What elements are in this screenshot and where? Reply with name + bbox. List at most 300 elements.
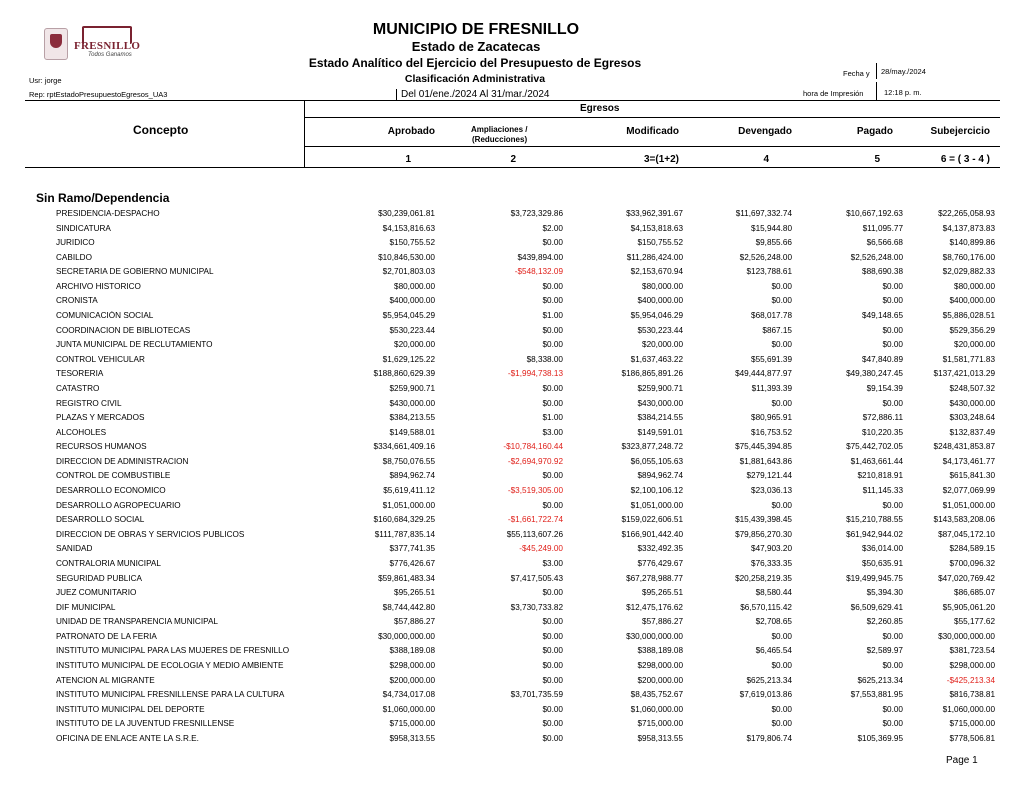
row-value: $816,738.81 [949, 690, 995, 700]
row-value: $200,000.00 [637, 675, 683, 685]
table-row [0, 617, 1024, 632]
municipality-title: MUNICIPIO DE FRESNILLO [372, 21, 580, 38]
row-value: $778,506.81 [949, 733, 995, 743]
colnum-1: 1 [405, 154, 411, 165]
row-concept: CONTROL VEHICULAR [56, 354, 145, 364]
row-concept: JUEZ COMUNITARIO [56, 588, 137, 598]
report-title: Estado Analítico del Ejercicio del Presupuesto de Egresos [308, 56, 642, 70]
row-concept: PATRONATO DE LA FERIA [56, 631, 157, 641]
row-value: $79,856,270.30 [735, 529, 792, 539]
colnum-6: 6 = ( 3 - 4 ) [940, 154, 990, 165]
row-value: $0.00 [882, 340, 903, 350]
row-value: $15,439,398.45 [735, 515, 792, 525]
row-value: $298,000.00 [389, 660, 435, 670]
row-value: $615,841.30 [949, 471, 995, 481]
row-value: $1,463,661.44 [850, 456, 903, 466]
row-value: $1.00 [542, 311, 563, 321]
period: Del 01/ene./2024 Al 31/mar./2024 [401, 89, 550, 100]
row-value: $248,431,853.87 [933, 442, 995, 452]
row-value: $137,421,013.29 [933, 369, 995, 379]
row-value: $30,000,000.00 [378, 631, 435, 641]
row-value: $87,045,172.10 [938, 529, 995, 539]
row-value: $8,750,076.55 [382, 456, 435, 466]
row-value: $0.00 [542, 719, 563, 729]
row-value: $160,684,329.25 [373, 515, 435, 525]
date-value: 28/may./2024 [881, 67, 926, 76]
row-value: $715,000.00 [389, 719, 435, 729]
row-concept: SEGURIDAD PUBLICA [56, 573, 142, 583]
row-value: $10,846,530.00 [378, 252, 435, 262]
row-concept: OFICINA DE ENLACE ANTE LA S.R.E. [56, 733, 199, 743]
row-value: $188,860,629.39 [373, 369, 435, 379]
row-concept: ATENCION AL MIGRANTE [56, 675, 155, 685]
row-value: $0.00 [771, 398, 792, 408]
table-row [0, 471, 1024, 486]
row-value: $132,837.49 [949, 427, 995, 437]
row-value: $2,260.85 [866, 617, 903, 627]
row-value: $59,861,483.34 [378, 573, 435, 583]
row-value: $0.00 [771, 340, 792, 350]
row-concept: PRESIDENCIA-DESPACHO [56, 209, 160, 218]
row-value: $0.00 [542, 325, 563, 335]
row-value: $400,000.00 [389, 296, 435, 306]
classification-title: Clasificación Administrativa [404, 73, 546, 85]
row-value: -$1,661,722.74 [507, 515, 563, 525]
row-value: $47,020,769.42 [938, 573, 995, 583]
row-value: $5,905,061.20 [942, 602, 995, 612]
row-value: $11,145.33 [862, 486, 903, 496]
row-value: $140,899.86 [949, 238, 995, 248]
row-value: $5,394.30 [866, 588, 903, 598]
row-value: $0.00 [771, 719, 792, 729]
row-value: $1,060,000.00 [942, 704, 995, 714]
table-row [0, 530, 1024, 545]
row-concept: SANIDAD [56, 544, 93, 554]
concept-header: Concepto [133, 123, 189, 137]
row-concept: CATASTRO [56, 383, 100, 393]
row-value: $22,265,058.93 [938, 209, 995, 218]
row-value: $4,173,461.77 [942, 456, 995, 466]
row-value: $2,701,803.03 [382, 267, 435, 277]
row-value: -$3,519,305.00 [507, 486, 563, 496]
row-value: $200,000.00 [389, 675, 435, 685]
table-row [0, 544, 1024, 559]
row-value: $430,000.00 [949, 398, 995, 408]
row-value: $11,286,424.00 [626, 252, 683, 262]
row-concept: DIRECCION DE ADMINISTRACION [56, 456, 189, 466]
col-modificado: Modificado [626, 126, 679, 137]
row-value: $323,877,248.72 [621, 442, 683, 452]
row-value: $3,701,735.59 [510, 690, 563, 700]
row-concept: TESORERIA [56, 369, 104, 379]
row-value: $15,210,788.55 [846, 515, 903, 525]
row-value: $179,806.74 [746, 733, 792, 743]
row-value: $1,060,000.00 [630, 704, 683, 714]
row-value: $8,435,752.67 [630, 690, 683, 700]
row-value: $0.00 [882, 296, 903, 306]
table-row [0, 428, 1024, 443]
row-concept: INSTITUTO MUNICIPAL PARA LAS MUJERES DE FRESNILLO [56, 646, 290, 656]
row-value: $75,442,702.05 [846, 442, 903, 452]
row-value: $0.00 [882, 631, 903, 641]
row-value: $2,526,248.00 [850, 252, 903, 262]
row-value: $57,886.27 [394, 617, 435, 627]
row-value: $0.00 [542, 383, 563, 393]
row-concept: INSTITUTO MUNICIPAL FRESNILLENSE PARA LA CULTURA [56, 690, 285, 700]
row-value: $2,100,106.12 [630, 486, 683, 496]
row-value: $159,022,606.51 [621, 515, 683, 525]
col-ampliaciones: Ampliaciones / [471, 125, 528, 134]
row-value: $1,629,125.22 [382, 354, 435, 364]
row-value: $430,000.00 [389, 398, 435, 408]
row-value: $381,723.54 [949, 646, 995, 656]
row-value: $0.00 [542, 733, 563, 743]
row-concept: DESARROLLO ECONOMICO [56, 486, 166, 496]
row-concept: DIRECCION DE OBRAS Y SERVICIOS PUBLICOS [56, 529, 245, 539]
row-value: $334,661,409.16 [373, 442, 435, 452]
table-row [0, 690, 1024, 705]
table-row [0, 603, 1024, 618]
row-value: $0.00 [771, 281, 792, 291]
row-value: $284,589.15 [949, 544, 995, 554]
row-value: $384,214.55 [637, 413, 683, 423]
row-value: $400,000.00 [949, 296, 995, 306]
row-value: $95,265.51 [394, 588, 435, 598]
row-value: $332,492.35 [637, 544, 683, 554]
row-value: $6,465.54 [755, 646, 792, 656]
row-value: $0.00 [542, 281, 563, 291]
row-value: $49,444,877.97 [735, 369, 792, 379]
row-value: $3,730,733.82 [510, 602, 563, 612]
row-value: $776,429.67 [637, 558, 683, 568]
table-row [0, 515, 1024, 530]
row-value: $15,944.80 [751, 223, 792, 233]
row-value: $68,017.78 [751, 311, 792, 321]
row-value: $6,566.68 [866, 238, 903, 248]
row-value: $11,095.77 [862, 223, 903, 233]
row-value: $1,051,000.00 [942, 500, 995, 510]
row-value: $0.00 [542, 500, 563, 510]
row-value: $23,036.13 [751, 486, 792, 496]
row-value: $0.00 [542, 675, 563, 685]
row-value: $55,113,607.26 [506, 529, 563, 539]
row-value: $625,213.34 [857, 675, 903, 685]
report-name: Rep: rptEstadoPresupuestoEgresos_UA3 [29, 90, 168, 99]
row-concept: CONTROL DE COMBUSTIBLE [56, 471, 171, 481]
col-devengado: Devengado [738, 126, 792, 137]
row-value: $111,787,835.14 [374, 529, 435, 539]
row-value: $439,894.00 [517, 252, 563, 262]
col-aprobado: Aprobado [387, 126, 435, 137]
logo-wordmark: FRESNILLO [74, 40, 141, 52]
row-value: $10,220.35 [862, 427, 903, 437]
row-value: $80,000.00 [642, 281, 683, 291]
row-value: $12,475,176.62 [626, 602, 683, 612]
row-value: $1.00 [542, 413, 563, 423]
table-row [0, 282, 1024, 297]
row-value: $20,000.00 [394, 340, 435, 350]
row-value: $0.00 [542, 471, 563, 481]
row-value: $86,685.07 [954, 588, 995, 598]
row-value: $1,581,771.83 [942, 354, 995, 364]
row-concept: JURIDICO [56, 238, 95, 248]
row-value: $7,619,013.86 [739, 690, 792, 700]
row-value: $20,000.00 [642, 340, 683, 350]
table-row [0, 369, 1024, 384]
row-value: $7,553,881.95 [850, 690, 903, 700]
row-value: $4,734,017.08 [382, 690, 435, 700]
row-value: $0.00 [882, 281, 903, 291]
colnum-2: 2 [510, 154, 516, 165]
row-value: $4,153,818.63 [630, 223, 683, 233]
row-value: $298,000.00 [637, 660, 683, 670]
row-value: $867.15 [762, 325, 792, 335]
row-value: $210,818.91 [857, 471, 903, 481]
row-value: $958,313.55 [389, 733, 435, 743]
row-value: $0.00 [542, 631, 563, 641]
row-value: $2,153,670.94 [630, 267, 683, 277]
row-value: $0.00 [771, 660, 792, 670]
row-value: $0.00 [771, 296, 792, 306]
table-row [0, 399, 1024, 414]
row-value: $8,580.44 [755, 588, 792, 598]
row-value: $9,154.39 [866, 383, 903, 393]
row-value: $6,055,105.63 [630, 456, 683, 466]
row-concept: CONTRALORIA MUNICIPAL [56, 558, 161, 568]
row-concept: PLAZAS Y MERCADOS [56, 413, 145, 423]
row-value: $49,380,247.45 [846, 369, 903, 379]
row-value: $80,000.00 [954, 281, 995, 291]
table-row [0, 355, 1024, 370]
table-row [0, 646, 1024, 661]
row-value: $958,313.55 [637, 733, 683, 743]
row-value: $0.00 [771, 631, 792, 641]
row-value: $8,744,442.80 [382, 602, 435, 612]
table-row [0, 209, 1024, 224]
row-value: -$425,213.34 [946, 675, 995, 685]
row-concept: CRONISTA [56, 296, 98, 306]
row-value: $30,000,000.00 [626, 631, 683, 641]
table-row [0, 588, 1024, 603]
header-bottom-line [25, 167, 1000, 168]
table-row [0, 326, 1024, 341]
row-value: $5,886,028.51 [942, 311, 995, 321]
row-value: $16,753.52 [751, 427, 792, 437]
row-value: $2,589.97 [866, 646, 903, 656]
row-value: $0.00 [882, 398, 903, 408]
row-value: $0.00 [542, 660, 563, 670]
row-concept: SINDICATURA [56, 223, 111, 233]
row-concept: RECURSOS HUMANOS [56, 442, 147, 452]
row-value: $33,962,391.67 [626, 209, 683, 218]
table-row [0, 267, 1024, 282]
row-value: $80,965.91 [751, 413, 792, 423]
table-row [0, 384, 1024, 399]
row-value: $57,886.27 [642, 617, 683, 627]
table-row [0, 719, 1024, 734]
row-concept: JUNTA MUNICIPAL DE RECLUTAMIENTO [56, 340, 213, 350]
row-concept: ARCHIVO HISTORICO [56, 281, 141, 291]
row-value: $3.00 [542, 427, 563, 437]
date-label: Fecha y [843, 69, 870, 78]
row-value: $5,954,045.29 [382, 311, 435, 321]
row-value: $149,591.01 [637, 427, 683, 437]
row-value: $259,900.71 [389, 383, 435, 393]
row-value: $47,840.89 [862, 354, 903, 364]
table-row [0, 340, 1024, 355]
row-value: $3.00 [542, 558, 563, 568]
row-concept: REGISTRO CIVIL [56, 398, 122, 408]
row-value: $0.00 [542, 646, 563, 656]
row-value: $0.00 [882, 660, 903, 670]
table-row [0, 442, 1024, 457]
row-value: -$1,994,738.13 [507, 369, 563, 379]
date-divider [876, 63, 877, 79]
row-value: $530,223.44 [637, 325, 683, 335]
row-value: $400,000.00 [637, 296, 683, 306]
row-value: $149,588.01 [389, 427, 435, 437]
row-value: $1,881,643.86 [739, 456, 792, 466]
row-value: $700,096.32 [949, 558, 995, 568]
table-row [0, 705, 1024, 720]
row-value: $715,000.00 [637, 719, 683, 729]
row-value: $105,369.95 [857, 733, 903, 743]
row-value: $0.00 [542, 704, 563, 714]
state-title: Estado de Zacatecas [411, 39, 541, 54]
row-value: $6,509,629.41 [850, 602, 903, 612]
col-ampliaciones-sub: (Reducciones) [472, 135, 528, 144]
row-value: $529,356.29 [949, 325, 995, 335]
row-value: $67,278,988.77 [626, 573, 683, 583]
table-row [0, 413, 1024, 428]
row-value: $186,865,891.26 [621, 369, 683, 379]
row-concept: DESARROLLO AGROPECUARIO [56, 500, 181, 510]
row-value: $88,690.38 [862, 267, 903, 277]
user-label: Usr: jorge [29, 76, 62, 85]
row-value: $625,213.34 [746, 675, 792, 685]
row-value: $75,445,394.85 [735, 442, 792, 452]
row-concept: ALCOHOLES [56, 427, 107, 437]
row-value: $0.00 [542, 588, 563, 598]
logo-tagline: Todos Ganamos [88, 52, 132, 58]
row-value: $303,248.64 [949, 413, 995, 423]
row-value: -$548,132.09 [514, 267, 563, 277]
row-value: $2.00 [542, 223, 563, 233]
row-value: $10,667,192.63 [846, 209, 903, 218]
row-value: $7,417,505.43 [510, 573, 563, 583]
row-value: $5,954,046.29 [630, 311, 683, 321]
group-header-egresos: Egresos [580, 103, 620, 114]
table-row [0, 311, 1024, 326]
row-concept: INSTITUTO MUNICIPAL DEL DEPORTE [56, 704, 205, 714]
row-value: $2,708.65 [755, 617, 792, 627]
row-value: $11,697,332.74 [735, 209, 792, 218]
row-value: $8,338.00 [526, 354, 563, 364]
row-value: $259,900.71 [637, 383, 683, 393]
table-row [0, 457, 1024, 472]
table-row [0, 238, 1024, 253]
row-value: $0.00 [882, 500, 903, 510]
row-value: $11,393.39 [751, 383, 792, 393]
row-value: $0.00 [542, 296, 563, 306]
row-value: $715,000.00 [949, 719, 995, 729]
header-top-line [25, 100, 1000, 101]
section-title: Sin Ramo/Dependencia [36, 191, 170, 205]
row-value: $4,137,873.83 [942, 223, 995, 233]
time-label: hora de Impresión [803, 89, 864, 98]
col-subejercicio: Subejercicio [930, 126, 990, 137]
row-concept: COMUNICACIÓN SOCIAL [56, 311, 154, 321]
row-value: $530,223.44 [389, 325, 435, 335]
row-value: $894,962.74 [637, 471, 683, 481]
row-value: $50,635.91 [862, 558, 903, 568]
row-value: $49,148.65 [862, 311, 903, 321]
row-value: $150,755.52 [389, 238, 435, 248]
row-value: $6,570,115.42 [740, 602, 792, 612]
row-value: $30,000,000.00 [938, 631, 995, 641]
row-concept: INSTITUTO MUNICIPAL DE ECOLOGIA Y MEDIO AMBIENTE [56, 660, 284, 670]
row-value: $384,213.55 [389, 413, 435, 423]
row-value: $0.00 [882, 325, 903, 335]
colnum-5: 5 [874, 154, 880, 165]
row-value: $47,903.20 [751, 544, 792, 554]
row-value: $0.00 [771, 704, 792, 714]
row-value: $80,000.00 [394, 281, 435, 291]
row-value: $150,755.52 [637, 238, 683, 248]
row-value: $0.00 [882, 719, 903, 729]
row-value: $2,029,882.33 [942, 267, 995, 277]
table-row [0, 574, 1024, 589]
row-concept: DESARROLLO SOCIAL [56, 515, 145, 525]
row-value: $8,760,176.00 [942, 252, 995, 262]
row-value: $0.00 [542, 398, 563, 408]
row-concept: INSTITUTO DE LA JUVENTUD FRESNILLENSE [56, 719, 235, 729]
table-row [0, 501, 1024, 516]
row-value: $776,426.67 [389, 558, 435, 568]
table-row [0, 632, 1024, 647]
row-value: $2,526,248.00 [739, 252, 792, 262]
row-value: $143,583,208.06 [933, 515, 995, 525]
row-value: $1,637,463.22 [630, 354, 683, 364]
table-row [0, 296, 1024, 311]
col-pagado: Pagado [856, 126, 893, 137]
row-value: -$10,784,160.44 [503, 442, 563, 452]
table-row [0, 661, 1024, 676]
row-value: $5,619,411.12 [383, 486, 435, 496]
row-value: $20,000.00 [954, 340, 995, 350]
time-value: 12:18 p. m. [884, 88, 922, 97]
row-value: $19,499,945.75 [846, 573, 903, 583]
row-value: -$45,249.00 [519, 544, 563, 554]
time-divider [876, 82, 877, 100]
row-value: $298,000.00 [949, 660, 995, 670]
row-value: $1,051,000.00 [630, 500, 683, 510]
row-concept: DIF MUNICIPAL [56, 602, 116, 612]
row-value: $1,060,000.00 [382, 704, 435, 714]
row-value: $388,189.08 [389, 646, 435, 656]
row-value: $20,258,219.35 [735, 573, 792, 583]
row-value: $61,942,944.02 [846, 529, 903, 539]
row-value: $0.00 [542, 238, 563, 248]
row-value: $166,901,442.40 [621, 529, 683, 539]
row-value: $377,741.35 [389, 544, 435, 554]
row-value: $0.00 [542, 617, 563, 627]
table-row [0, 734, 1024, 749]
row-concept: SECRETARIA DE GOBIERNO MUNICIPAL [56, 267, 214, 277]
row-value: $123,788.61 [746, 267, 792, 277]
header-divider-vertical [304, 100, 305, 168]
row-value: $4,153,816.63 [382, 223, 435, 233]
